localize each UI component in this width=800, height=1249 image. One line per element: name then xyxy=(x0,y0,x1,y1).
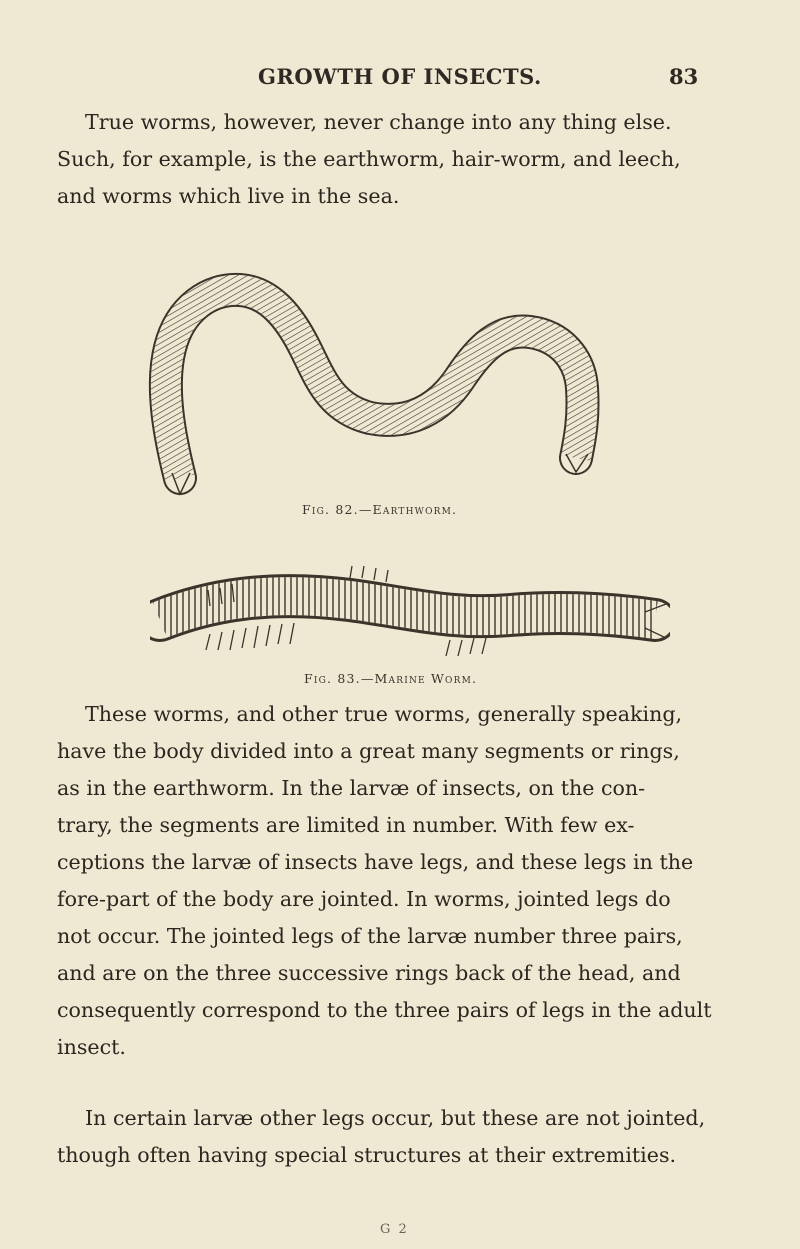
figure-caption-83: Fig. 83.—Marine Worm. xyxy=(304,671,478,686)
signature-mark: G 2 xyxy=(380,1222,409,1237)
text-line: insect. xyxy=(57,1035,126,1059)
text-line: as in the earthworm. In the larvæ of insects, on the con- xyxy=(57,776,646,800)
page-number: 83 xyxy=(669,64,699,89)
text-line: In certain larvæ other legs occur, but these are not jointed, xyxy=(85,1106,706,1130)
figure-caption-82: Fig. 82.—Earthworm. xyxy=(302,502,458,517)
text-line: trary, the segments are limited in number. With few ex- xyxy=(57,813,635,837)
paragraph-larvae-legs xyxy=(57,1100,743,1174)
running-head: GROWTH OF INSECTS. xyxy=(258,64,542,89)
paragraph-intro xyxy=(57,104,743,215)
earthworm-segment-rings xyxy=(166,290,583,478)
marine-worm-illustration xyxy=(150,560,670,670)
earthworm-illustration xyxy=(140,268,660,498)
text-line: and worms which live in the sea. xyxy=(57,184,400,208)
text-line: fore-part of the body are jointed. In worms, jointed legs do xyxy=(57,887,671,911)
text-line: ceptions the larvæ of insects have legs, and these legs in the xyxy=(57,850,694,874)
text-line: consequently correspond to the three pairs of legs in the adult xyxy=(57,998,712,1022)
text-line: Such, for example, is the earthworm, hair-worm, and leech, xyxy=(57,147,681,171)
text-line: These worms, and other true worms, generally speaking, xyxy=(85,702,683,726)
text-line: though often having special structures at their extremities. xyxy=(57,1143,677,1167)
paragraph-segments xyxy=(57,696,743,1066)
text-line: have the body divided into a great many segments or rings, xyxy=(57,739,680,763)
text-line: and are on the three successive rings back of the head, and xyxy=(57,961,681,985)
text-line: True worms, however, never change into any thing else. xyxy=(85,110,672,134)
text-line: not occur. The jointed legs of the larvæ number three pairs, xyxy=(57,924,683,948)
